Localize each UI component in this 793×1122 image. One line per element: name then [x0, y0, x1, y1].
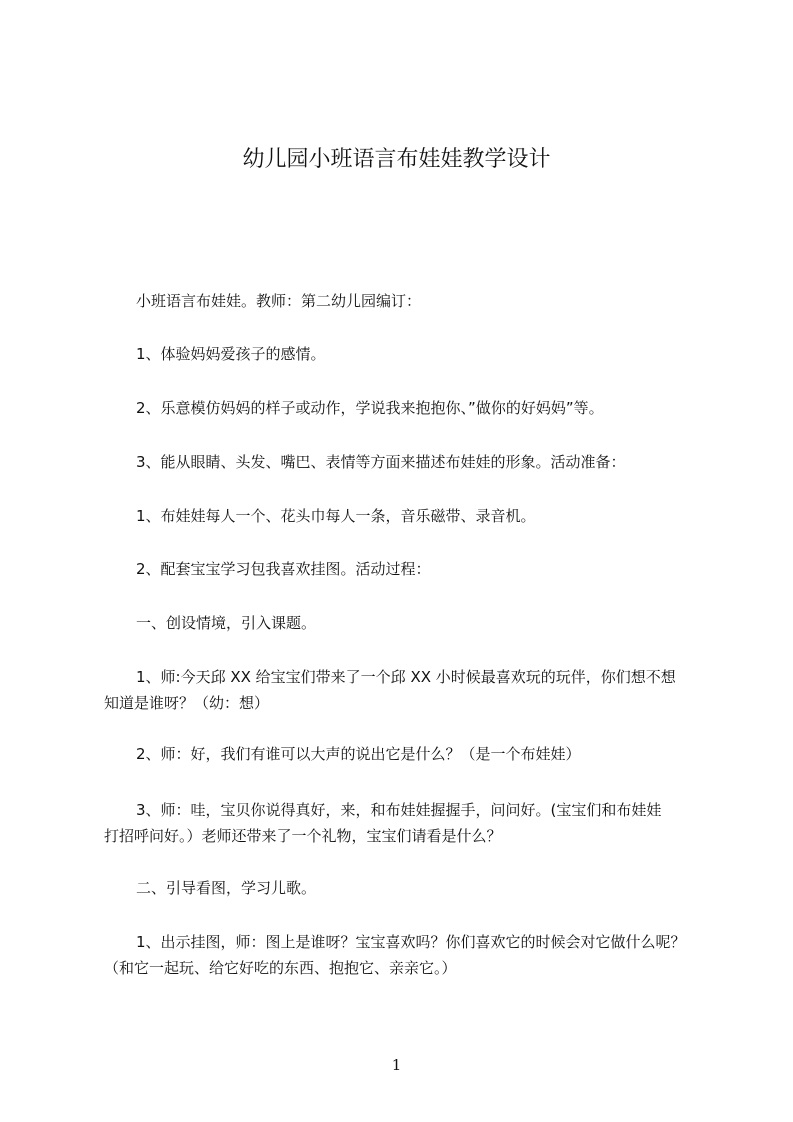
paragraph-prep-1: 1、布娃娃每人一个、花头巾每人一条，音乐磁带、录音机。 [136, 507, 536, 525]
paragraph-step-1-line-2: 知道是谁呀？（幼：想） [104, 694, 270, 712]
paragraph-section-2: 二、引导看图，学习儿歌。 [136, 879, 317, 897]
page-number: 1 [391, 1056, 402, 1074]
paragraph-step-4-line-2: （和它一起玩、给它好吃的东西、抱抱它、亲亲它。） [104, 959, 457, 977]
paragraph-goal-1: 1、体验妈妈爱孩子的感情。 [136, 345, 326, 363]
document-title: 幼儿园小班语言布娃娃教学设计 [242, 147, 551, 172]
paragraph-step-4-line-1: 1、出示挂图，师：图上是谁呀？宝宝喜欢吗？你们喜欢它的时候会对它做什么呢？ [136, 933, 686, 951]
paragraph-goal-3: 3、能从眼睛、头发、嘴巴、表情等方面来描述布娃娃的形象。活动准备： [136, 453, 626, 471]
paragraph-prep-2: 2、配套宝宝学习包我喜欢挂图。活动过程： [136, 560, 431, 578]
paragraph-intro: 小班语言布娃娃。教师：第二幼儿园编订： [136, 292, 422, 310]
paragraph-step-2: 2、师：好，我们有谁可以大声的说出它是什么？（是一个布娃娃） [136, 745, 581, 763]
paragraph-step-3-line-1: 3、师：哇，宝贝你说得真好，来，和布娃娃握握手，问问好。(宝宝们和布娃娃 [136, 801, 662, 819]
paragraph-step-3-line-2: 打招呼问好。）老师还带来了一个礼物，宝宝们请看是什么？ [104, 827, 502, 845]
paragraph-section-1: 一、创设情境，引入课题。 [136, 614, 317, 632]
paragraph-step-1-line-1: 1、师:今天邱 XX 给宝宝们带来了一个邱 XX 小时候最喜欢玩的玩伴，你们想不想 [136, 668, 676, 686]
paragraph-goal-2: 2、乐意模仿妈妈的样子或动作，学说我来抱抱你、”做你的好妈妈”等。 [136, 399, 604, 417]
